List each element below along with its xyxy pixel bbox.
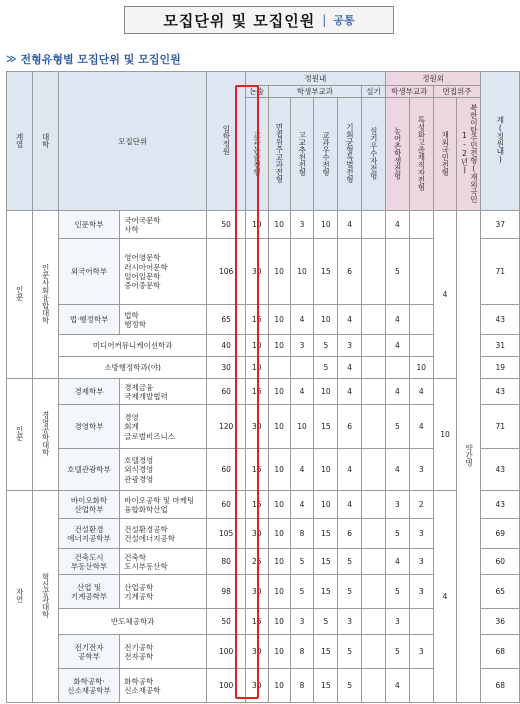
value-cell: 10 [290, 405, 314, 449]
jeongong-cell: 경제금융 국제개발협력 [120, 379, 207, 405]
value-cell: 4 [409, 379, 433, 405]
value-cell [362, 239, 386, 305]
ipak-cell: 80 [207, 549, 246, 575]
unit-full-cell: 미디어커뮤니케이션학과 [58, 335, 207, 357]
table-row [7, 491, 520, 519]
value-cell: 10 [314, 379, 338, 405]
ipak-cell: 105 [207, 519, 246, 549]
value-cell: 3 [409, 519, 433, 549]
value-cell: 3 [409, 549, 433, 575]
value-cell: 4 [338, 211, 362, 239]
value-cell [362, 211, 386, 239]
value-cell: 4 [338, 449, 362, 491]
value-cell: 10 [245, 335, 268, 357]
value-cell: 30 [245, 405, 268, 449]
ipak-cell: 100 [207, 669, 246, 703]
jeongong-cell: 법학 행정학 [120, 305, 207, 335]
value-cell: 4 [385, 379, 409, 405]
value-cell: 10 [268, 519, 290, 549]
table-row [7, 379, 520, 405]
table-body [7, 211, 520, 703]
header-daehak: 대학 [32, 72, 58, 211]
header-col-5: 실기우수자전형 [362, 98, 386, 211]
value-cell [409, 335, 433, 357]
value-cell: 3 [385, 491, 409, 519]
jaeoe-cell: 4 [433, 211, 457, 379]
value-cell: 5 [314, 609, 338, 635]
ipak-cell: 60 [207, 379, 246, 405]
value-cell: 10 [268, 491, 290, 519]
value-cell: 30 [245, 635, 268, 669]
value-cell: 4 [385, 211, 409, 239]
total-cell: 69 [481, 519, 520, 549]
value-cell: 5 [290, 575, 314, 609]
value-cell: 4 [409, 405, 433, 449]
value-cell [362, 405, 386, 449]
gyeyeol-cell: 인문 [7, 379, 33, 491]
value-cell: 30 [245, 669, 268, 703]
gyeyeol-cell: 인문 [7, 211, 33, 379]
header-nonsul: 논술 [245, 86, 268, 98]
value-cell: 5 [385, 519, 409, 549]
header-col-8: 재외국민전형 [433, 98, 457, 211]
header-col-1: 면접위주교과전형 [268, 98, 290, 211]
value-cell: 4 [338, 379, 362, 405]
value-cell [362, 357, 386, 379]
header-hakbu-out: 학생부교과 [385, 86, 433, 98]
value-cell: 4 [385, 449, 409, 491]
value-cell: 30 [245, 575, 268, 609]
value-cell: 8 [290, 519, 314, 549]
ipak-cell: 50 [207, 211, 246, 239]
hakbu-cell: 전기전자 공학부 [58, 635, 119, 669]
value-cell: 15 [314, 519, 338, 549]
value-cell: 4 [290, 449, 314, 491]
value-cell: 10 [314, 305, 338, 335]
daehak-cell: 혁신공과대학 [32, 491, 58, 703]
jeongong-cell: 호텔경영 외식경영 관광경영 [120, 449, 207, 491]
value-cell: 15 [245, 609, 268, 635]
total-cell: 43 [481, 379, 520, 405]
ipak-cell: 40 [207, 335, 246, 357]
hakbu-cell: 건설환경 에너지공학부 [58, 519, 119, 549]
ipak-cell: 106 [207, 239, 246, 305]
value-cell: 4 [338, 305, 362, 335]
value-cell: 30 [245, 239, 268, 305]
value-cell: 15 [245, 491, 268, 519]
value-cell: 15 [245, 449, 268, 491]
value-cell: 25 [245, 549, 268, 575]
value-cell [362, 575, 386, 609]
total-cell: 60 [481, 549, 520, 575]
jeongong-cell: 화학공학 신소재공학 [120, 669, 207, 703]
rate-cell: 약간명 [457, 211, 481, 703]
value-cell: 4 [290, 379, 314, 405]
value-cell: 5 [385, 405, 409, 449]
value-cell [362, 491, 386, 519]
ipak-cell: 60 [207, 449, 246, 491]
hakbu-cell: 화학공학· 신소재공학부 [58, 669, 119, 703]
value-cell: 5 [338, 635, 362, 669]
header-ipak: 입학정원 [207, 72, 246, 211]
header-unit: 모집단위 [58, 72, 207, 211]
section-label: 전형유형별 모집단위 및 모집인원 [20, 53, 181, 66]
value-cell: 15 [314, 575, 338, 609]
header-myeonjeop: 면접위주 [433, 86, 481, 98]
value-cell: 10 [268, 609, 290, 635]
value-cell: 3 [290, 335, 314, 357]
jeongong-cell: 산업공학 기계공학 [120, 575, 207, 609]
header-col-3: 교과우수전형 [314, 98, 338, 211]
total-cell: 71 [481, 239, 520, 305]
value-cell: 4 [385, 305, 409, 335]
value-cell [409, 239, 433, 305]
value-cell: 10 [314, 211, 338, 239]
unit-full-cell: 반도체공학과 [58, 609, 207, 635]
value-cell: 10 [268, 669, 290, 703]
value-cell: 10 [268, 379, 290, 405]
value-cell: 10 [314, 449, 338, 491]
value-cell: 6 [338, 239, 362, 305]
hakbu-cell: 경영학부 [58, 405, 119, 449]
value-cell: 10 [268, 335, 290, 357]
total-cell: 36 [481, 609, 520, 635]
daehak-cell: 경영공학대학 [32, 379, 58, 491]
header-hakbu-in: 학생부교과 [268, 86, 361, 98]
double-chevron-icon: ≫ [6, 53, 15, 65]
value-cell [362, 379, 386, 405]
header-silgi: 실기 [362, 86, 386, 98]
value-cell: 4 [385, 669, 409, 703]
value-cell [268, 357, 290, 379]
value-cell: 10 [245, 211, 268, 239]
jeongong-cell: 바이오공학 및 마케팅 융합화학산업 [120, 491, 207, 519]
header-col-6: 농어촌학생전형 [385, 98, 409, 211]
value-cell: 2 [409, 491, 433, 519]
hakbu-cell: 건축도시 부동산학부 [58, 549, 119, 575]
total-cell: 43 [481, 491, 520, 519]
value-cell [409, 609, 433, 635]
ipak-cell: 98 [207, 575, 246, 609]
value-cell: 5 [314, 335, 338, 357]
value-cell: 8 [290, 635, 314, 669]
total-cell: 43 [481, 305, 520, 335]
value-cell: 5 [385, 575, 409, 609]
daehak-cell: 인문사회융합대학 [32, 211, 58, 379]
header-col-0: 교과논술전형 [245, 98, 268, 211]
ipak-cell: 50 [207, 609, 246, 635]
section-heading [6, 50, 181, 68]
header-col-9: 북한이탈주민전형(재외국민1-2년) [457, 98, 481, 211]
value-cell: 6 [338, 519, 362, 549]
value-cell [362, 549, 386, 575]
header-gyeyeol: 계열 [7, 72, 33, 211]
jaeoe-cell: 4 [433, 491, 457, 703]
value-cell: 15 [314, 239, 338, 305]
header-jeongwonnae: 정원내 [245, 72, 385, 86]
value-cell [362, 305, 386, 335]
total-cell: 19 [481, 357, 520, 379]
total-cell: 37 [481, 211, 520, 239]
value-cell [362, 669, 386, 703]
value-cell: 4 [385, 335, 409, 357]
value-cell: 10 [268, 211, 290, 239]
value-cell: 15 [245, 379, 268, 405]
value-cell: 3 [409, 635, 433, 669]
value-cell: 4 [338, 357, 362, 379]
value-cell: 10 [268, 549, 290, 575]
value-cell: 3 [290, 609, 314, 635]
jeongong-cell: 국어국문학 사학 [120, 211, 207, 239]
total-cell: 68 [481, 635, 520, 669]
value-cell [409, 305, 433, 335]
hakbu-cell: 인문학부 [58, 211, 119, 239]
total-cell: 43 [481, 449, 520, 491]
header-col-7: 특성화고졸재직자전형 [409, 98, 433, 211]
hakbu-cell: 호텔관광학부 [58, 449, 119, 491]
value-cell [409, 211, 433, 239]
table-row [7, 211, 520, 239]
total-cell: 65 [481, 575, 520, 609]
value-cell [409, 669, 433, 703]
hakbu-cell: 바이오화학 산업학부 [58, 491, 119, 519]
value-cell [362, 519, 386, 549]
value-cell: 5 [385, 635, 409, 669]
value-cell: 3 [385, 609, 409, 635]
jeongong-cell: 전기공학 전자공학 [120, 635, 207, 669]
value-cell: 8 [290, 669, 314, 703]
title-separator: | [322, 13, 327, 27]
value-cell: 3 [338, 335, 362, 357]
value-cell: 4 [338, 491, 362, 519]
value-cell: 10 [409, 357, 433, 379]
value-cell: 10 [268, 405, 290, 449]
header-total: 계(정원내) [481, 72, 520, 211]
value-cell: 15 [314, 669, 338, 703]
value-cell: 10 [245, 357, 268, 379]
jeongong-cell: 경영 회계 글로벌비즈니스 [120, 405, 207, 449]
value-cell: 4 [385, 549, 409, 575]
value-cell: 3 [409, 449, 433, 491]
value-cell: 4 [290, 491, 314, 519]
admission-table [6, 71, 520, 703]
value-cell: 6 [338, 405, 362, 449]
header-jeongwonoe: 정원외 [385, 72, 480, 86]
value-cell [362, 335, 386, 357]
ipak-cell: 100 [207, 635, 246, 669]
value-cell: 15 [314, 635, 338, 669]
value-cell: 15 [314, 549, 338, 575]
value-cell: 10 [314, 491, 338, 519]
total-cell: 31 [481, 335, 520, 357]
value-cell: 3 [338, 609, 362, 635]
value-cell: 3 [290, 211, 314, 239]
hakbu-cell: 경제학부 [58, 379, 119, 405]
value-cell: 15 [245, 305, 268, 335]
jeongong-cell: 건축학 도시부동산학 [120, 549, 207, 575]
value-cell: 5 [338, 575, 362, 609]
unit-full-cell: 소방행정학과(야) [58, 357, 207, 379]
page-title-box [124, 6, 394, 34]
value-cell: 5 [290, 549, 314, 575]
value-cell: 15 [314, 405, 338, 449]
hakbu-cell: 법·행정학부 [58, 305, 119, 335]
ipak-cell: 30 [207, 357, 246, 379]
value-cell: 10 [268, 449, 290, 491]
value-cell: 10 [268, 575, 290, 609]
ipak-cell: 120 [207, 405, 246, 449]
value-cell: 5 [338, 549, 362, 575]
total-cell: 71 [481, 405, 520, 449]
jeongong-cell: 영어영문학 러시아어문학 일어일문학 중어중문학 [120, 239, 207, 305]
hakbu-cell: 산업 및 기계공학부 [58, 575, 119, 609]
header-col-4: 기회균형특별전형 [338, 98, 362, 211]
value-cell: 10 [268, 635, 290, 669]
jeongong-cell: 건설환경공학 건설에너지공학 [120, 519, 207, 549]
value-cell: 10 [290, 239, 314, 305]
value-cell [385, 357, 409, 379]
value-cell: 4 [290, 305, 314, 335]
page-title: 모집단위 및 모집인원 [163, 11, 316, 30]
value-cell [362, 609, 386, 635]
ipak-cell: 60 [207, 491, 246, 519]
title-tag: 공통 [333, 14, 355, 27]
value-cell: 30 [245, 519, 268, 549]
hakbu-cell: 외국어학부 [58, 239, 119, 305]
value-cell: 5 [338, 669, 362, 703]
value-cell: 5 [385, 239, 409, 305]
value-cell: 10 [268, 305, 290, 335]
gyeyeol-cell: 자연 [7, 491, 33, 703]
header-col-2: 고교추천전형 [290, 98, 314, 211]
value-cell: 3 [409, 575, 433, 609]
ipak-cell: 65 [207, 305, 246, 335]
value-cell: 5 [314, 357, 338, 379]
value-cell [362, 635, 386, 669]
jaeoe-cell: 10 [433, 379, 457, 491]
value-cell [362, 449, 386, 491]
total-cell: 68 [481, 669, 520, 703]
value-cell: 10 [268, 239, 290, 305]
value-cell [290, 357, 314, 379]
